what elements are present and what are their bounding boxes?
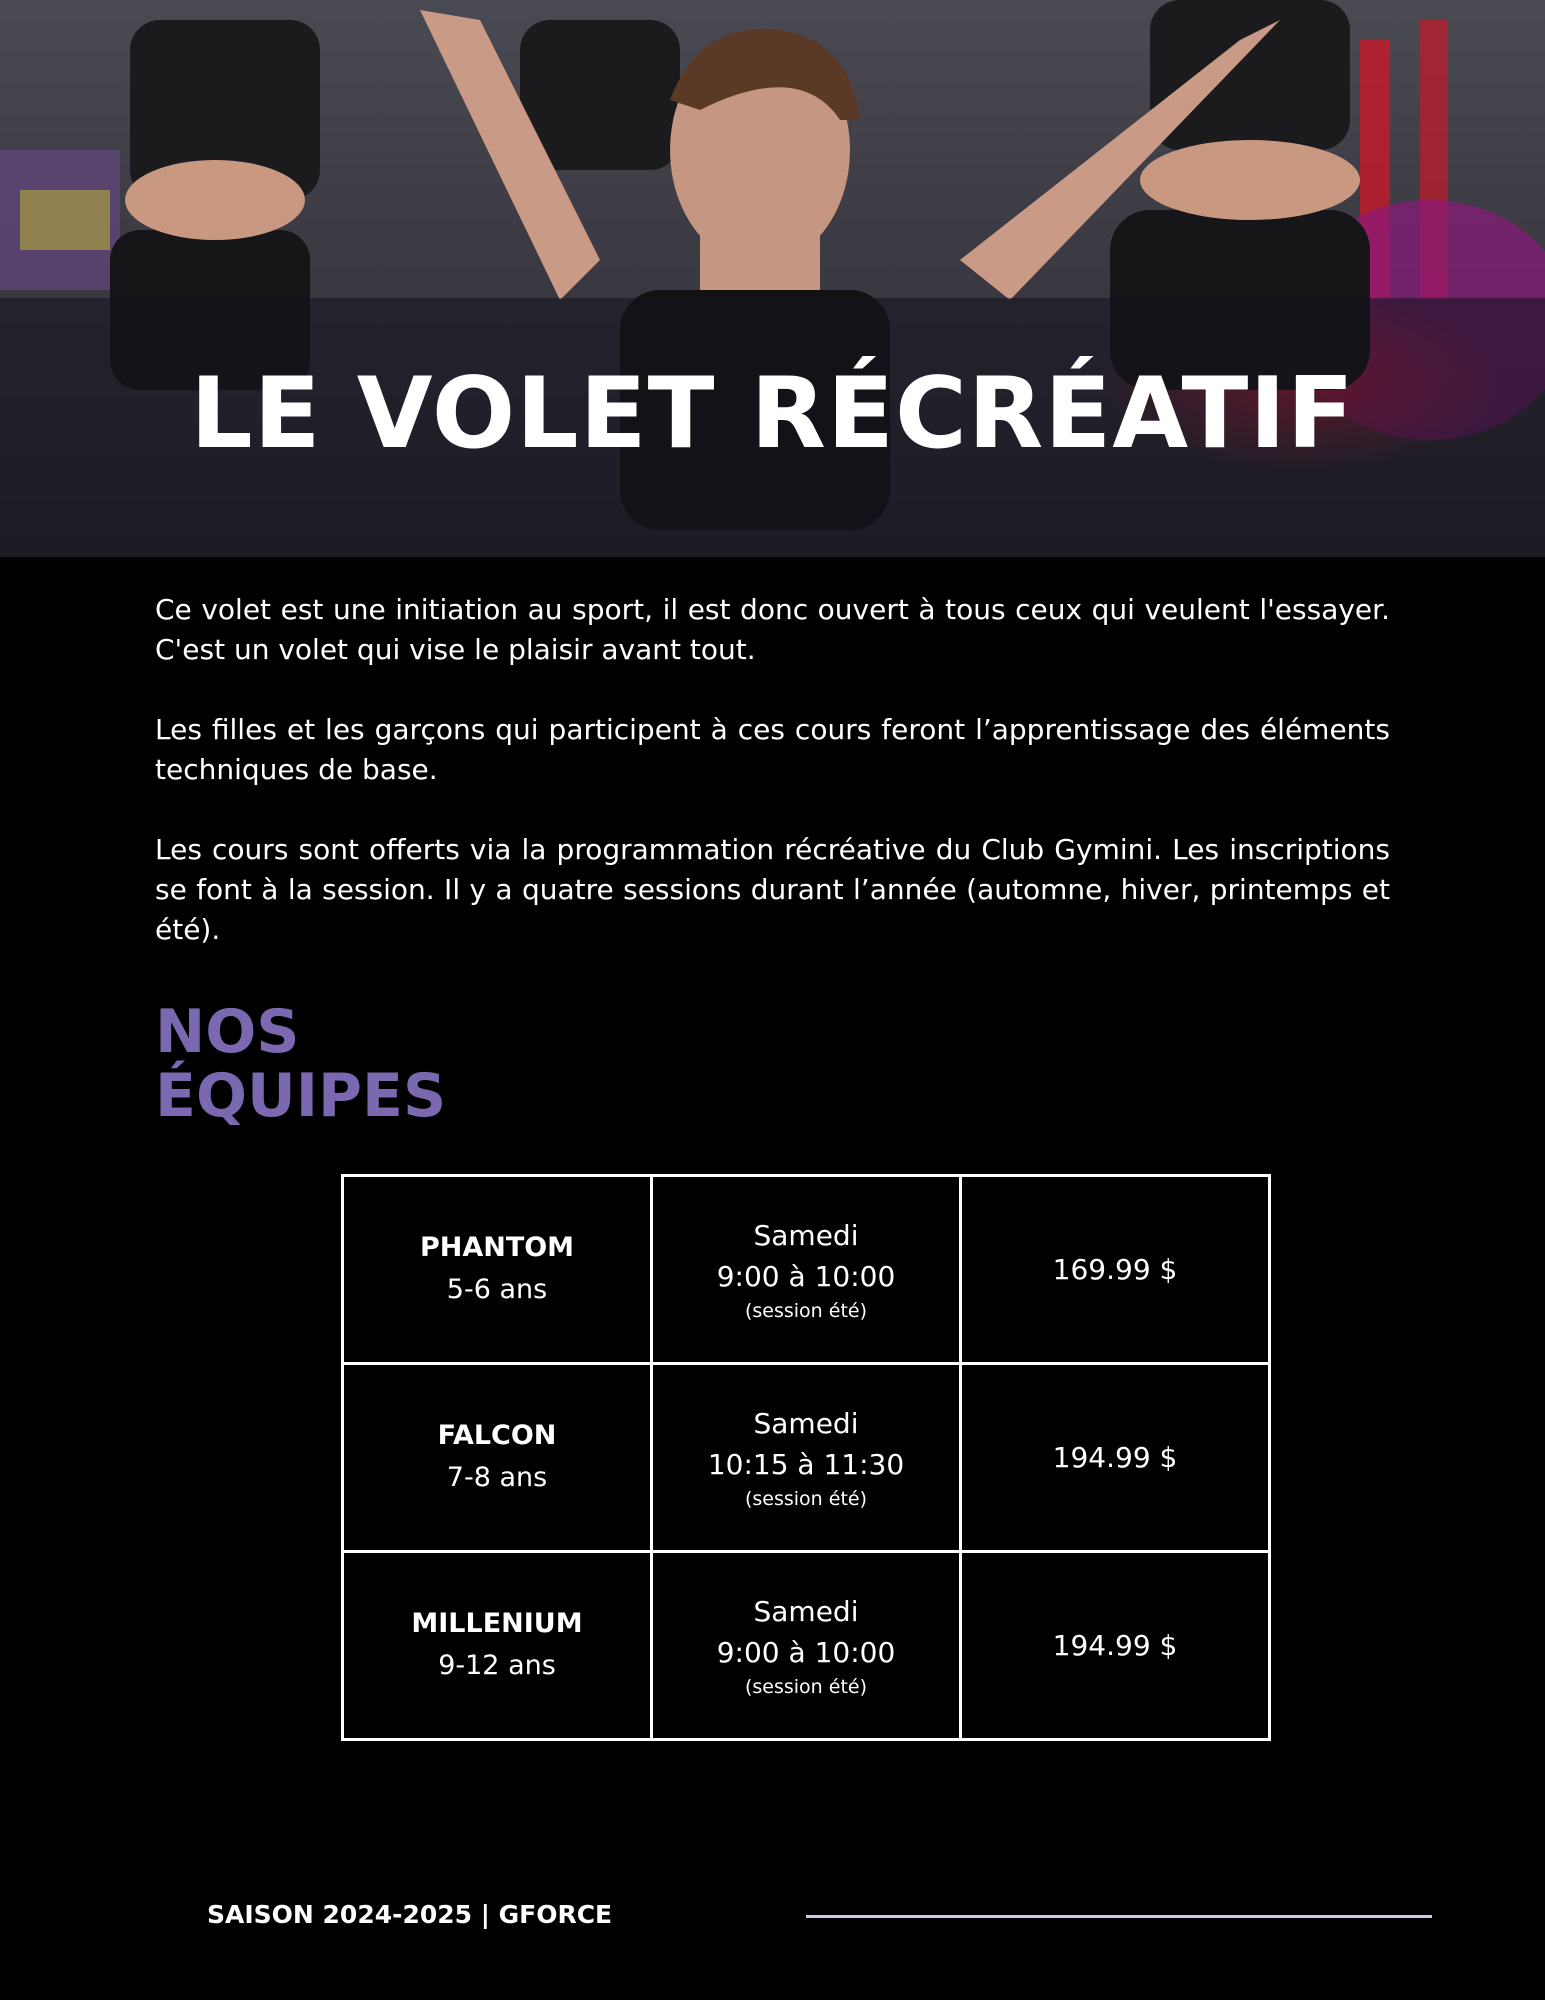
team-price: 194.99 $ [1052,1629,1178,1662]
page-title: LE VOLET RÉCRÉATIF [190,357,1355,471]
intro-paragraph: Les filles et les garçons qui participent à ces cours feront l’apprentissage des éléments techniques de base. [155,713,1390,786]
teams-table [341,1174,1271,1741]
footer-season-label: SAISON 2024-2025 | GFORCE [207,1900,613,1929]
team-price: 169.99 $ [1052,1253,1178,1286]
schedule-note: (session été) [744,1675,868,1698]
schedule-time: 9:00 à 10:00 [716,1259,896,1293]
hero-banner [0,0,1545,557]
team-name: PHANTOM [419,1231,575,1263]
price-cell [961,1176,1270,1364]
team-ages: 9-12 ans [438,1649,556,1681]
team-price: 194.99 $ [1052,1441,1178,1474]
schedule-day: Samedi [753,1594,859,1628]
section-title-line: NOS [155,997,300,1067]
team-name: FALCON [437,1419,557,1451]
footer-divider [806,1915,1432,1918]
schedule-note: (session été) [744,1299,868,1322]
schedule-time: 9:00 à 10:00 [716,1635,896,1669]
schedule-day: Samedi [753,1406,859,1440]
intro-paragraph: Les cours sont offerts via la programmation récréative du Club Gymini. Les inscriptions se font à la session. Il y a quatre sessions durant l’année (automne, hiver, printemps et été). [155,833,1390,946]
schedule-cell [652,1364,961,1552]
team-name: MILLENIUM [411,1607,583,1639]
team-cell [343,1552,652,1740]
team-cell [343,1176,652,1364]
section-title-line: ÉQUIPES [155,1061,447,1131]
team-cell [343,1364,652,1552]
schedule-note: (session été) [744,1487,868,1510]
team-ages: 5-6 ans [446,1273,548,1305]
table-row [343,1176,1270,1364]
schedule-cell [652,1552,961,1740]
price-cell [961,1552,1270,1740]
table-row [343,1364,1270,1552]
price-cell [961,1364,1270,1552]
intro-paragraph: Ce volet est une initiation au sport, il est donc ouvert à tous ceux qui veulent l'essayer. C'est un volet qui vise le plaisir avant tout. [155,593,1390,666]
section-title [155,997,447,1131]
schedule-cell [652,1176,961,1364]
schedule-time: 10:15 à 11:30 [707,1447,905,1481]
team-ages: 7-8 ans [446,1461,548,1493]
table-row [343,1552,1270,1740]
schedule-day: Samedi [753,1218,859,1252]
intro-text [155,590,1390,990]
